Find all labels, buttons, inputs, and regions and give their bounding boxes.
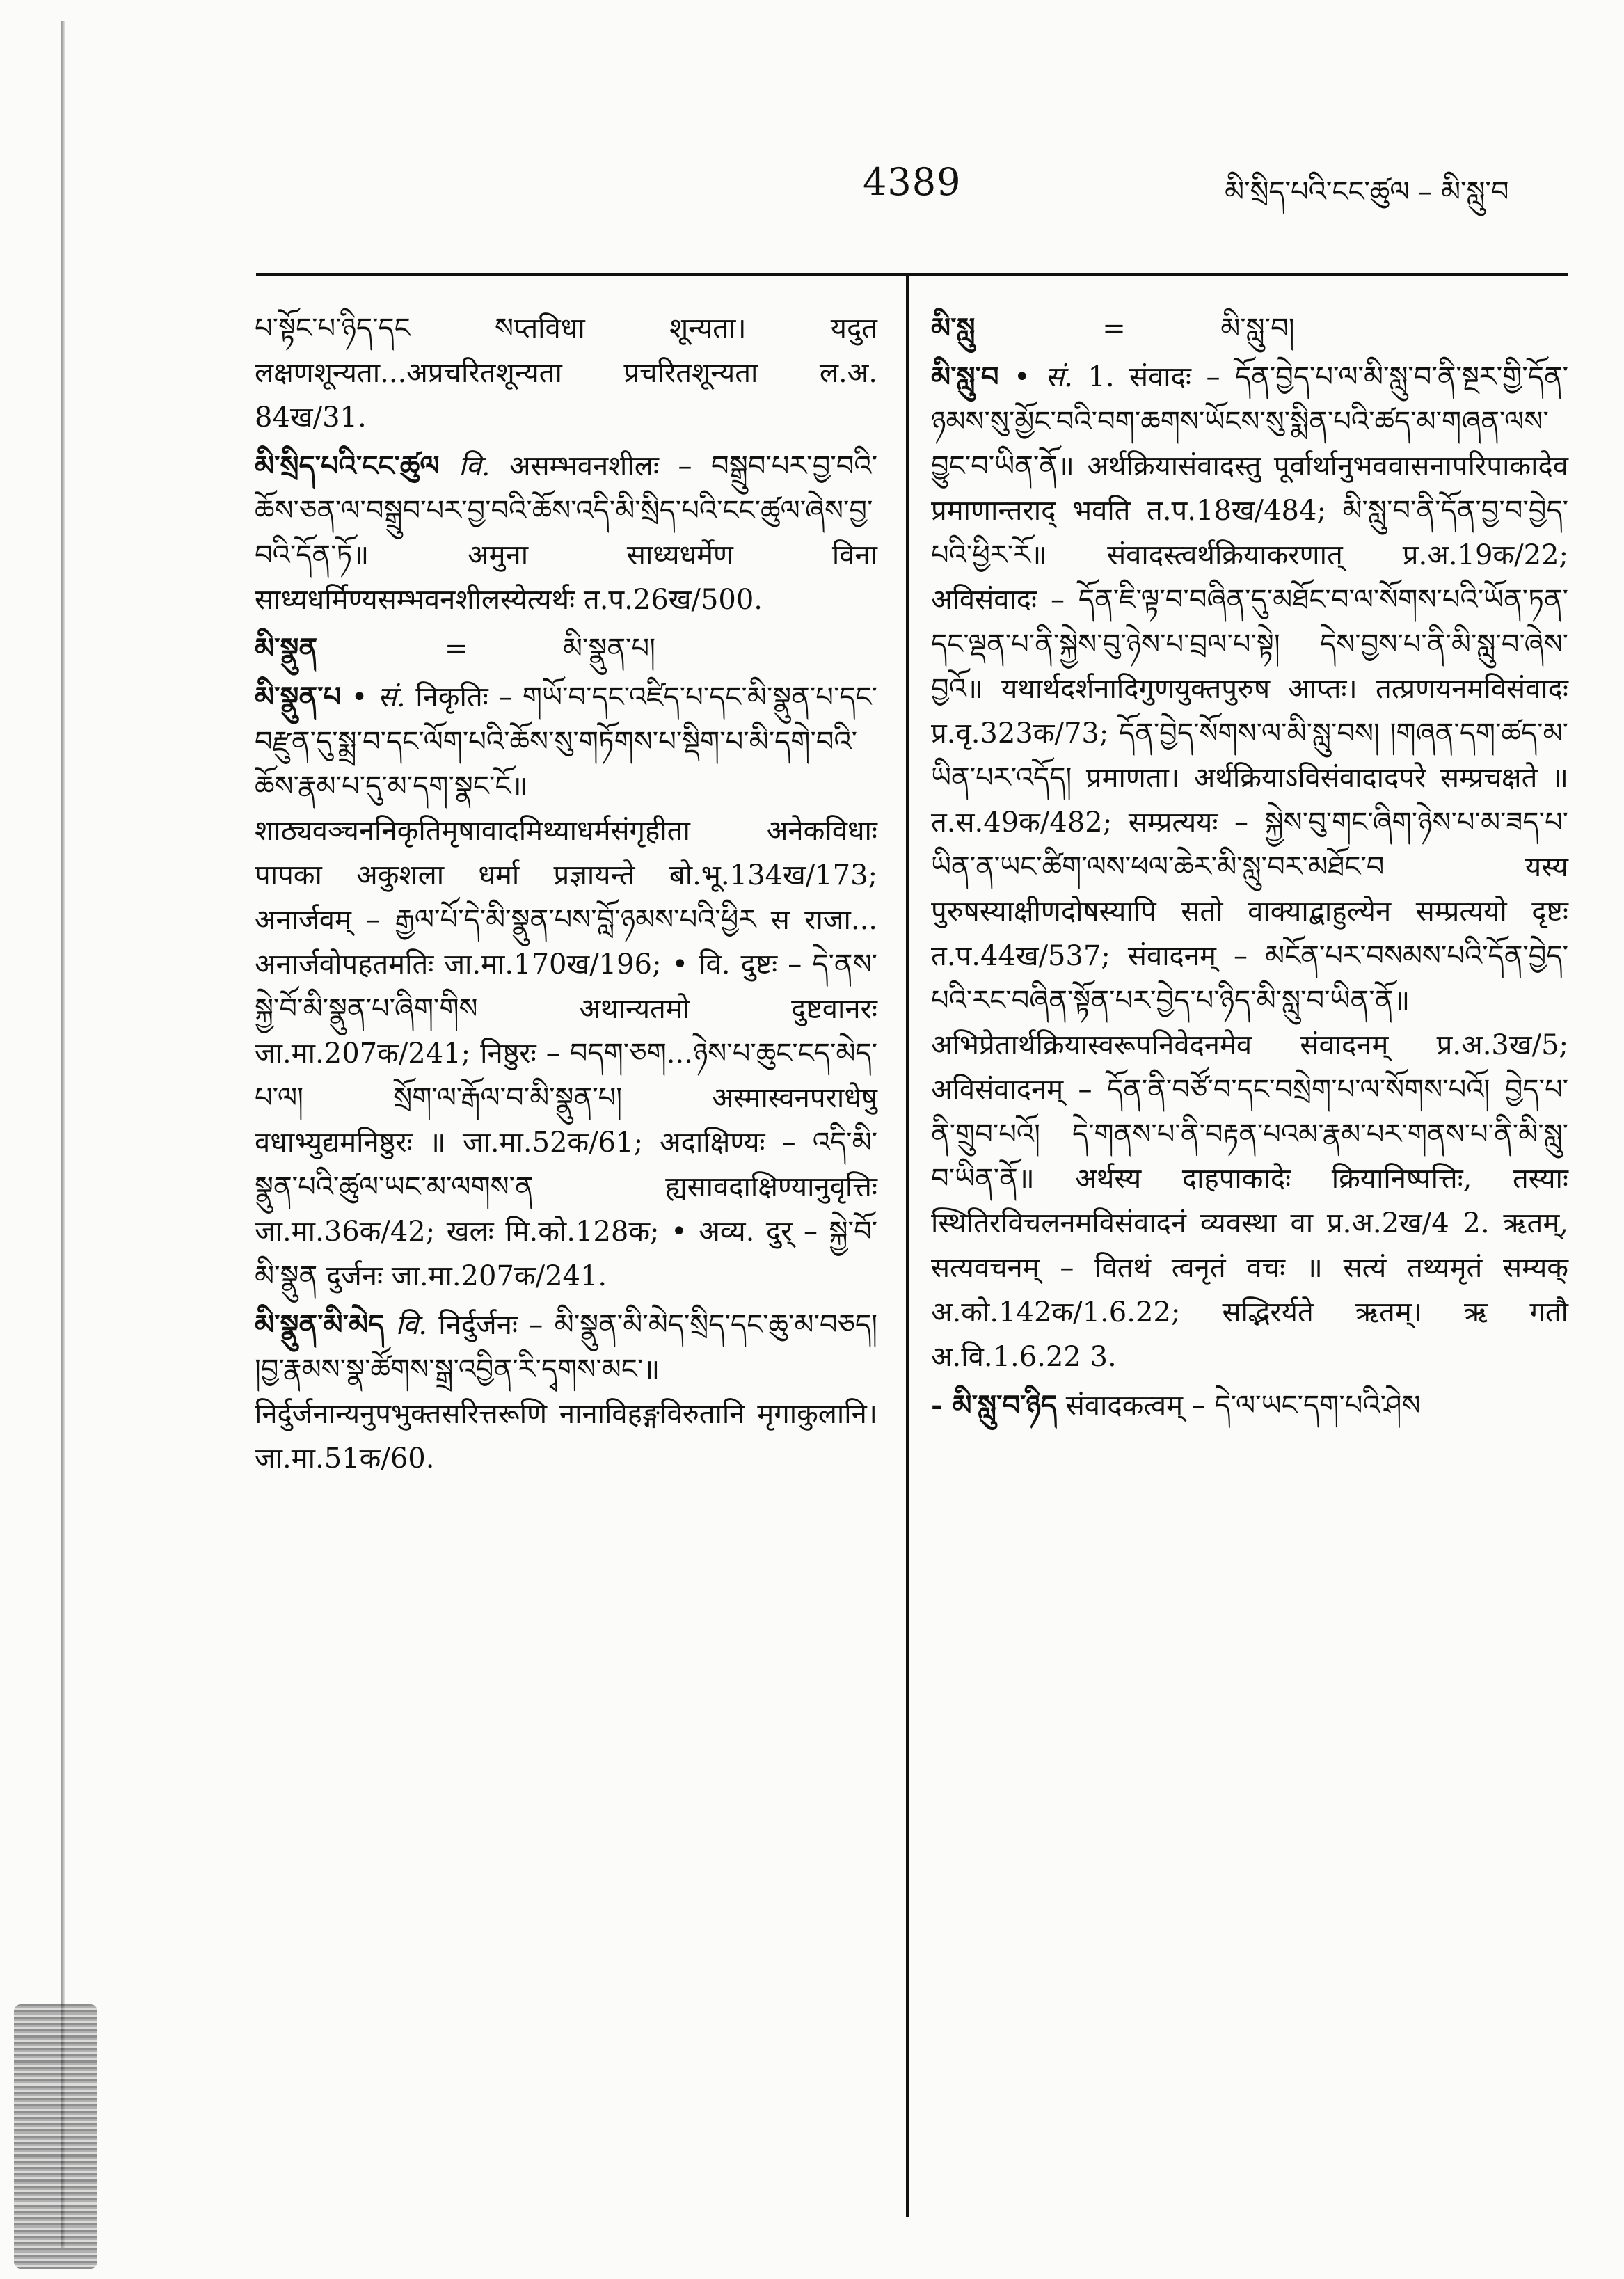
cross-reference: [445, 626, 655, 671]
entry-headword: མི་སྣུན་པ: [255, 681, 342, 713]
dictionary-entry: [255, 306, 877, 440]
scan-edge-shadow: [61, 21, 65, 2248]
cross-reference: [1102, 306, 1294, 351]
entry-headword: མི་སླུ: [931, 312, 976, 344]
entry-text: संवादकत्वम् – དེ་ལ་ཡང་དག་པའི་ཤེས: [1065, 1390, 1421, 1422]
dictionary-entry: [255, 675, 877, 1299]
dictionary-entry: [255, 444, 877, 622]
entry-pos: • सं.: [1014, 361, 1073, 393]
entry-headword: མི་སྣུན་མི་མེད: [255, 1308, 385, 1341]
header-rule: [256, 273, 1568, 276]
column-divider: [906, 276, 909, 2217]
entry-headword: - མི་སླུ་བ་ཉིད: [931, 1389, 1058, 1422]
scan-binding-blot: [14, 2004, 97, 2269]
entry-text: པ་སྟོང་པ་ཉིད་དང སप्तविधा शून्यता। यदुत लक्षणशून्यता...अप्रचरितशून्यता प्रचरितशून्यता ल.अ. 84ख/31.: [255, 312, 877, 434]
left-column: [255, 306, 877, 1485]
dictionary-entry: [931, 1383, 1568, 1428]
xref-target: མི་སླུ་བ།: [1220, 312, 1295, 344]
page-number: 4389: [863, 160, 962, 204]
entry-headword: མི་སྣུན: [255, 632, 318, 665]
entry-text: असम्भवनशीलः – བསྒྲུབ་པར་བྱ་བའི་ཆོས་ཅན་ལ་བསྒྲུབ་པར་བྱ་བའི་ཆོས་འདི་མི་སྲིད་པའི་ངང་ཚུལ་ཞེས་བྱ་བའི་དོན་ཏོ॥ अमुना साध्यधर्मेण विना साध्यधर्मिण्यसम्भवनशीलस्येत्यर्थः त.प.26ख/500.: [255, 450, 877, 616]
dictionary-entry: [931, 355, 1568, 1379]
entry-pos: • सं.: [351, 681, 406, 713]
entry-text: 1. संवादः – དོན་བྱེད་པ་ལ་མི་སླུ་བ་ནི་སྔར་གྱི་དོན་ཉམས་སུ་མྱོང་བའི་བག་ཆགས་ཡོངས་སུ་སྨིན་པའི་ཚད་མ་གཞན་ལས་བྱུང་བ་ཡིན་ནོ॥ अर्थक्रियासंवादस्तु पूर्वार्थानुभववासनापरिपाकादेव प्रमाणान्तराद् भवति त.प.18ख/484; མི་སླུ་བ་ནི་དོན་བྱ་བ་བྱེད་པའི་ཕྱིར་རོ॥ संवादस्त्वर्थक्रियाकरणात् प्र.अ.19क/22; अविसंवादः – དོན་ཇི་ལྟ་བ་བཞིན་དུ་མཐོང་བ་ལ་སོགས་པའི་ཡོན་ཏན་དང་ལྡན་པ་ནི་སྐྱེས་བུ་ཉེས་པ་བྲལ་པ་སྟེ། དེས་བྱས་པ་ནི་མི་སླུ་བ་ཞེས་བྱའོ॥ यथार्थदर्शनादिगुणयुक्तपुरुष आप्तः। तत्प्रणयनमविसंवादः प्र.वृ.323क/73; དོན་བྱེད་སོགས་ལ་མི་སླུ་བས། །གཞན་དག་ཚད་མ་ཡིན་པར་འདོད། प्रमाणता। अर्थक्रियाऽविसंवादादपरे सम्प्रचक्षते ॥ त.स.49क/482; सम्प्रत्ययः – སྐྱེས་བུ་གང་ཞིག་ཉེས་པ་མ་ཟད་པ་ཡིན་ན་ཡང་ཚིག་ལས་ཕལ་ཆེར་མི་སླུ་བར་མཐོང་བ यस्य पुरुषस्याक्षीणदोषस्यापि सतो वाक्याद्बाहुल्येन सम्प्रत्ययो दृष्टः त.प.44ख/537; संवादनम् – མངོན་པར་བསམས་པའི་དོན་བྱེད་པའི་རང་བཞིན་སྟོན་པར་བྱེད་པ་ཉིད་མི་སླུ་བ་ཡིན་ནོ॥ अभिप्रेतार्थक्रियास्वरूपनिवेदनमेव संवादनम् प्र.अ.3ख/5; अविसंवादनम् – དོན་ནི་བཙོ་བ་དང་བསྲེག་པ་ལ་སོགས་པའོ། བྱེད་པ་ནི་གྲུབ་པའོ། དེ་གནས་པ་ནི་བརྟན་པའམ་རྣམ་པར་གནས་པ་ནི་མི་སླུ་བ་ཡིན་ནོ॥ अर्थस्य दाहपाकादेः क्रियानिष्पत्तिः, तस्याः स्थितिरविचलनमविसंवादनं व्यवस्था वा प्र.अ.2ख/4 2. ऋतम्, सत्यवचनम् – वितथं त्वनृतं वचः ॥ सत्यं तथ्यमृतं सम्यक् अ.को.142क/1.6.22; सद्भिरर्यते ऋतम्। ऋ गतौ अ.वि.1.6.22 3.: [931, 361, 1569, 1373]
entry-pos: वि.: [459, 450, 491, 482]
dictionary-entry: [255, 1303, 877, 1481]
entry-text: निर्दुर्जनः – མི་སྣུན་མི་མེད་སྲིད་དང་ཆུ་མ་བཅད། །བྱ་རྣམས་སྣ་ཚོགས་སྒྲ་འབྱིན་རི་དྭགས་མང་॥ निर्दुर्जनान्यनुपभुक्तसरित्तरूणि नानाविहङ्गविरुतानि मृगाकुलानि। जा.मा.51क/60.: [255, 1309, 877, 1475]
entry-headword: མི་སྲིད་པའི་ངང་ཚུལ: [255, 450, 440, 482]
xref-target: མི་སྣུན་པ།: [562, 633, 655, 665]
entry-pos: वि.: [395, 1309, 427, 1341]
entry-text: निकृतिः – གཡོ་བ་དང་འཛིད་པ་དང་མི་སྣུན་པ་དང་བརྫུན་དུ་སྨྲ་བ་དང་ལོག་པའི་ཆོས་སུ་གཏོགས་པ་སྡིག་པ་མི་དགེ་བའི་ཆོས་རྣམ་པ་དུ་མ་དག་སྣང་ངོ॥ शाठ्यवञ्चननिकृतिमृषावादमिथ्याधर्मसंगृहीता अनेकविधाः पापका अकुशला धर्मा प्रज्ञायन्ते बो.भू.134ख/173; अनार्जवम् – རྒྱལ་པོ་དེ་མི་སྣུན་པས་བློ་ཉམས་པའི་ཕྱིར स राजा... अनार्जवोपहतमतिः जा.मा.170ख/196; • वि. दुष्टः – དེ་ནས་སྐྱེ་བོ་མི་སྣུན་པ་ཞིག་གིས अथान्यतमो दुष्टवानरः जा.मा.207क/241; निष्ठुरः – བདག་ཅག...ཉེས་པ་ཆུང་ངད་མེད་པ་ལ། སྲོག་ལ་རྒོལ་བ་མི་སྣུན་པ། अस्मास्वनपराधेषु वधाभ्युद्यमनिष्ठुरः ॥ जा.मा.52क/61; अदाक्षिण्यः – འདི་མི་སྣུན་པའི་ཚུལ་ཡང་མ་ལགས་ན ह्यसावदाक्षिण्यानुवृत्तिः जा.मा.36क/42; खलः मि.को.128क; • अव्य. दुर् – སྐྱེ་བོ་མི་སྣུན दुर्जनः जा.मा.207क/241.: [255, 681, 877, 1292]
xref-equals: =: [1102, 312, 1126, 344]
entry-headword: མི་སླུ་བ: [931, 360, 999, 393]
running-head: མི་སྲིད་པའི་ངང་ཚུལ – མི་སླུ་བ: [1225, 176, 1509, 208]
dictionary-entry: [255, 626, 877, 671]
right-column: [931, 306, 1568, 1432]
xref-equals: =: [444, 633, 468, 665]
dictionary-entry: [931, 306, 1568, 351]
